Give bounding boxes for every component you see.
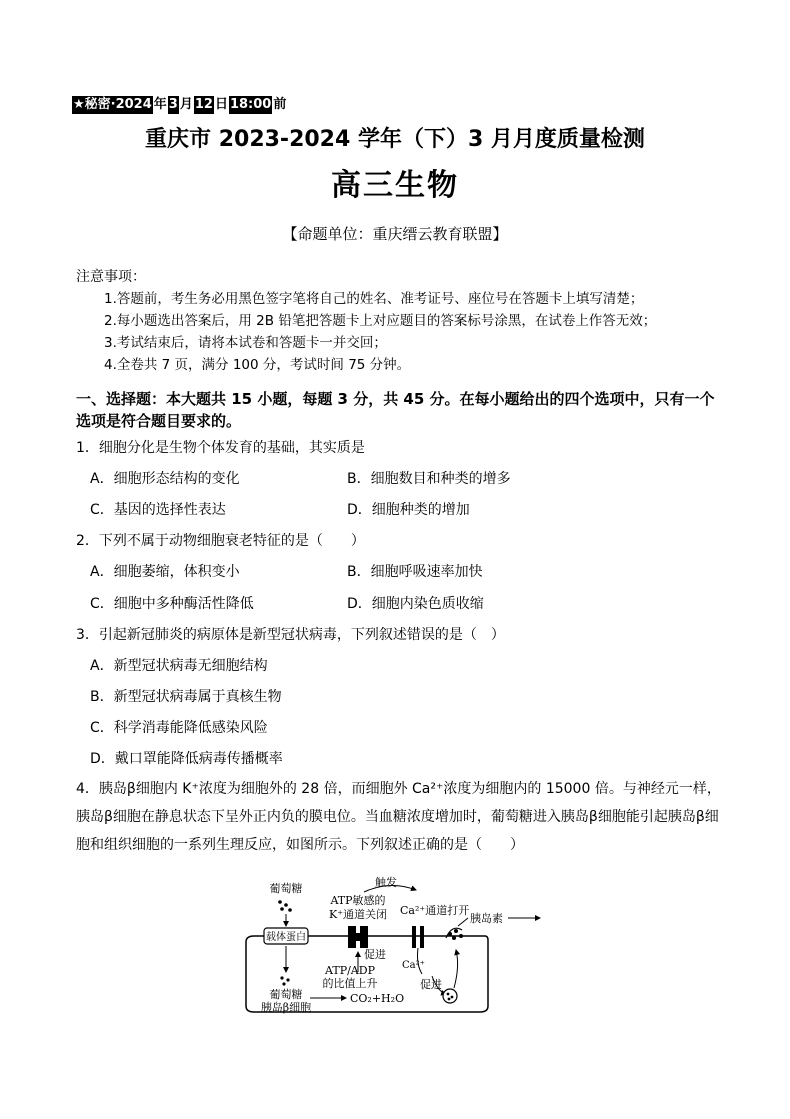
option-d[interactable]: D．细胞种类的增加	[347, 502, 470, 518]
products-label: CO₂+H₂O	[350, 992, 405, 1005]
secret-part: 前	[273, 97, 287, 112]
option-c[interactable]: C．基因的选择性表达	[90, 502, 226, 518]
ca-open-label: Ca²⁺通道打开	[400, 904, 470, 917]
secret-part: ★秘密·2024	[73, 97, 152, 112]
glucose-inside-label: 葡萄糖	[269, 988, 303, 1001]
option-c[interactable]: C．细胞中多种酶活性降低	[90, 596, 254, 612]
option-b[interactable]: B．细胞数目和种类的增多	[347, 471, 511, 487]
promote-label-1: 促进	[364, 948, 386, 961]
option-b[interactable]: B．新型冠状病毒属于真核生物	[90, 689, 282, 705]
secret-part: 12	[194, 97, 213, 112]
notice-item: 3.考试结束后，请将本试卷和答题卡一并交回；	[104, 335, 387, 351]
glucose-dots-inside	[280, 976, 289, 985]
secret-part: 3	[168, 97, 178, 112]
cell-name-label: 胰岛β细胞	[260, 1001, 312, 1014]
question-stem: 1．细胞分化是生物个体发育的基础，其实质是	[76, 440, 365, 456]
secret-part: 月	[179, 97, 193, 112]
secret-part: 日	[214, 97, 228, 112]
glucose-top-label: 葡萄糖	[269, 882, 303, 895]
promote-label-2: 促进	[420, 978, 442, 991]
ca-channel	[412, 926, 424, 948]
option-b[interactable]: B．细胞呼吸速率加快	[347, 564, 483, 580]
notice-item: 1.答题前，考生务必用黑色签字笔将自己的姓名、准考证号、座位号在答题卡上填写清楚；	[104, 291, 644, 307]
notice-item: 2.每小题选出答案后，用 2B 铅笔把答题卡上对应题目的答案标号涂黑，在试卷上作答无效；	[104, 313, 657, 329]
option-d[interactable]: D．细胞内染色质收缩	[347, 596, 484, 612]
subject-title: 高三生物	[331, 168, 459, 203]
section-heading: 一、选择题：本大题共 15 小题，每题 3 分，共 45 分。在每小题给出的四个选项中，只有一个选项是符合题目要求的。	[76, 390, 715, 430]
ca-label: Ca²⁺	[402, 960, 425, 971]
atp-channel-label-2: K⁺通道关闭	[328, 908, 388, 921]
question-stem: 2．下列不属于动物细胞衰老特征的是（ ）	[76, 533, 365, 549]
atp-channel-label-1: ATP敏感的	[330, 894, 386, 907]
question-stem: 4．胰岛β细胞内 K⁺浓度为细胞外的 28 倍，而细胞外 Ca²⁺浓度为细胞内的 15000 倍。与神经元一样，胰岛β细胞在静息状态下呈外正内负的膜电位。当血糖浓度增加时，葡萄糖进入胰岛β细胞能引起胰岛β细胞和组织细胞的一系列生理反应，如图所示。下列叙述正确的是（ ）	[76, 781, 721, 853]
exam-title: 重庆市 2023-2024 学年（下）3 月月度质量检测	[145, 127, 645, 152]
question-stem: 3．引起新冠肺炎的病原体是新型冠状病毒，下列叙述错误的是（ ）	[76, 627, 505, 643]
insulin-secretion-diagram	[240, 876, 550, 1021]
insulin-link-line	[458, 918, 468, 926]
notice-item: 4.全卷共 7 页，满分 100 分，考试时间 75 分钟。	[104, 357, 411, 373]
secret-part: 18:00	[229, 97, 272, 112]
author-unit: 【命题单位：重庆缙云教育联盟】	[282, 225, 508, 243]
confidential-label	[72, 96, 287, 114]
notice-heading: 注意事项：	[76, 269, 146, 285]
option-d[interactable]: D．戴口罩能降低病毒传播概率	[90, 751, 283, 767]
atp-ratio-label-2: 的比值上升	[322, 977, 378, 990]
insulin-label: 胰岛素	[470, 912, 503, 925]
carrier-label: 载体蛋白	[266, 932, 306, 943]
trigger-label: 触发	[375, 876, 397, 889]
option-a[interactable]: A．细胞形态结构的变化	[90, 471, 240, 487]
k-channel	[348, 926, 368, 948]
vesicle-up-arrow	[454, 950, 458, 988]
glucose-dots-top	[278, 900, 292, 912]
insulin-vesicle	[443, 989, 457, 1003]
option-a[interactable]: A．细胞萎缩，体积变小	[90, 564, 240, 580]
atp-ratio-label-1: ATP/ADP	[325, 964, 375, 977]
option-a[interactable]: A．新型冠状病毒无细胞结构	[90, 658, 268, 674]
option-c[interactable]: C．科学消毒能降低感染风险	[90, 720, 268, 736]
secret-part: 年	[153, 97, 167, 112]
